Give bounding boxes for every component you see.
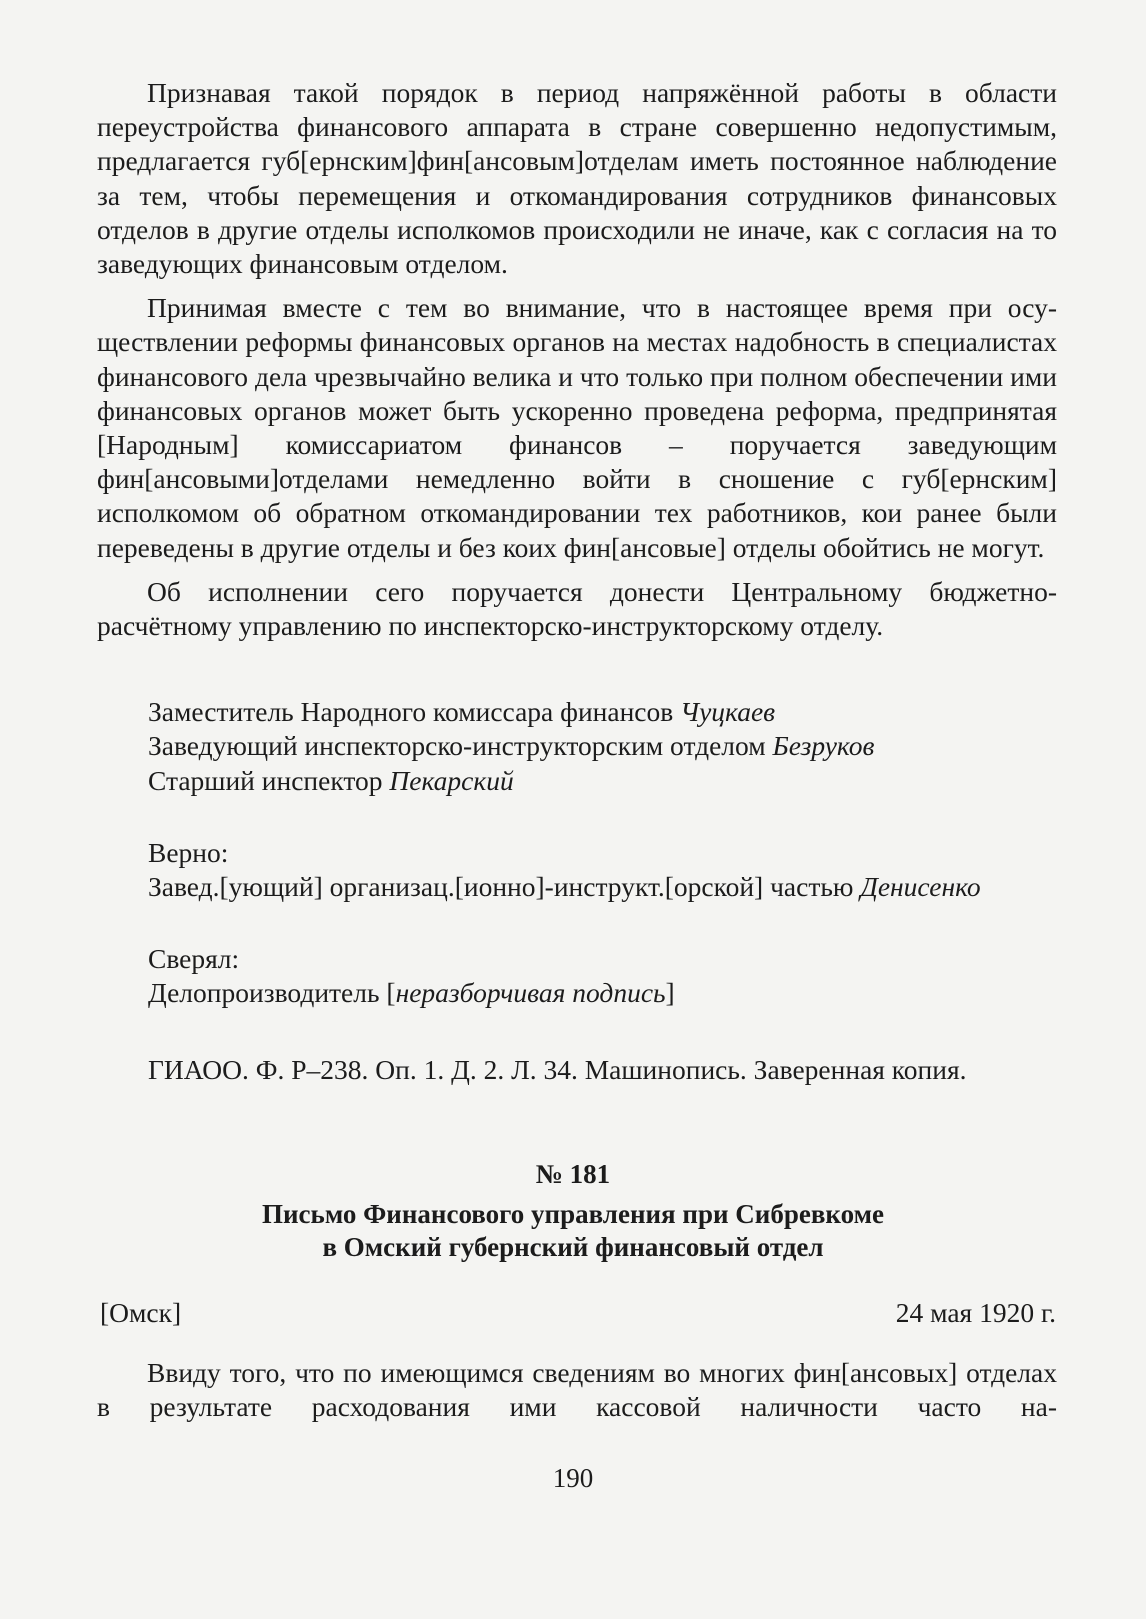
signature-title: Заместитель Народного комиссара финансов bbox=[148, 696, 681, 727]
signature-block bbox=[148, 695, 874, 798]
page-number: 190 bbox=[552, 1463, 594, 1493]
document-place: [Омск] bbox=[100, 1297, 182, 1328]
signature-name: Пекарский bbox=[389, 764, 514, 796]
verified-label: Верно: bbox=[148, 837, 229, 868]
verified-line bbox=[148, 870, 981, 904]
document-date: 24 мая 1920 г. bbox=[895, 1297, 1056, 1328]
signature-line bbox=[148, 729, 874, 763]
signature-name: Чуцкаев bbox=[680, 696, 776, 727]
document-title-line-2: в Омский губернский финансовый отдел bbox=[322, 1232, 824, 1262]
paragraph-1: Признавая такой порядок в период напряжённой работы в области переустройства финансового аппарата в стране совершенно недопустимым, предлагается губ[ернским]фин[ансовым]отделам иметь постоянное наблюдение за тем, чтобы перемещения и откомандирования сотрудников финансовых отделов в другие отделы исполкомов происходили не иначе, как с согласия на то заведующих финансовым отделом. bbox=[97, 77, 1057, 280]
checked-title: Делопроизводитель [ bbox=[148, 977, 396, 1009]
checked-block bbox=[148, 942, 675, 1011]
checked-close: ] bbox=[665, 977, 675, 1009]
paragraph-2: Принимая вместе с тем во внимание, что в настоящее время при осуществлении реформы финансовых органов на местах надобность в специалистах финансового дела чрезвычайно велика и что только при полном обеспечении ими финансовых органов может быть ускоренно проведена реформа, предпринятая [Народным] комиссариатом финансов – поручается заведующим фин[ансовыми]отделами немедленно войти в сношение с губ[ернским] исполкомом об обратном откомандировании тех работников, кои ранее были переведены в другие отделы и без коих фин[ансовые] отделы обойтись не могут. bbox=[97, 292, 1057, 563]
verified-title: Завед.[ующий] организац.[ионно]-инструкт.[орской] частью bbox=[148, 871, 861, 903]
signature-line bbox=[148, 764, 874, 798]
document-title-line-1: Письмо Финансового управления при Сибревкоме bbox=[262, 1199, 884, 1229]
checked-name: неразборчивая подпись bbox=[395, 977, 666, 1009]
archive-reference: ГИАОО. Ф. Р–238. Оп. 1. Д. 2. Л. 34. Машинопись. Заверенная копия. bbox=[148, 1054, 967, 1085]
document-number: № 181 bbox=[535, 1159, 611, 1189]
signature-title: Старший инспектор bbox=[148, 764, 390, 796]
signature-title: Заведующий инспекторско-инструкторским отделом bbox=[148, 730, 773, 762]
paragraph-3: Об исполнении сего поручается донести Центральному бюджетно-расчётному управлению по инспекторско-инструкторскому отделу. bbox=[97, 575, 1057, 642]
verified-name: Денисенко bbox=[860, 871, 981, 903]
document-body bbox=[97, 1356, 1057, 1424]
verified-block bbox=[148, 836, 981, 905]
body-paragraph: Ввиду того, что по имеющимся сведениям во многих фин[ансовых] отделах в результате расходования ими кассовой наличности часто на- bbox=[97, 1357, 1057, 1423]
checked-label: Сверял: bbox=[148, 943, 240, 974]
main-text bbox=[97, 76, 1057, 643]
checked-line bbox=[148, 976, 675, 1010]
signature-name: Безруков bbox=[772, 730, 875, 762]
signature-line bbox=[148, 695, 874, 729]
document-title bbox=[0, 1198, 1146, 1264]
